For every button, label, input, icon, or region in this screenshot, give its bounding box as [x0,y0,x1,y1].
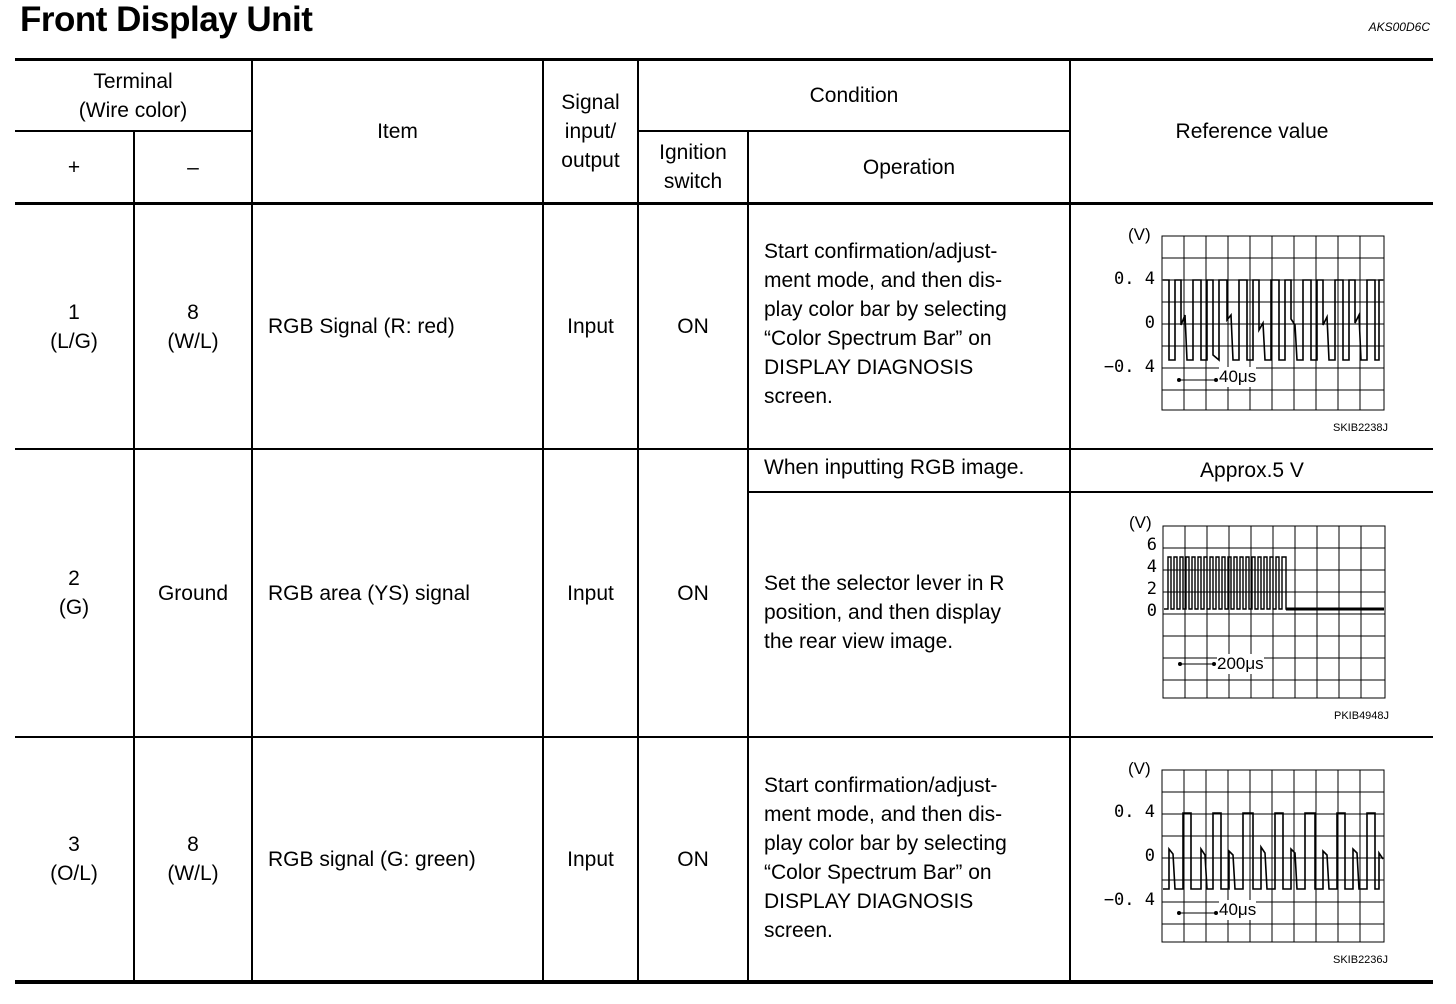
row2-item: RGB area (YS) signal [268,581,470,605]
col-rule-operation [747,130,749,980]
row2-ylabel-0: 0 [1146,601,1157,621]
row1-ylabel-zero: 0 [1144,313,1155,333]
row2-waveform [1162,525,1386,701]
row2-plus: 2 (G) [58,567,90,619]
header-plus: + [67,155,81,179]
row3-figure-id: SKIB2236J [1333,954,1389,966]
row1-unit-label: (V) [1128,225,1151,244]
row3-ylabel-neg: −0. 4 [1103,890,1155,910]
row3-unit-label: (V) [1128,759,1151,778]
row2-minus: Ground [157,581,229,605]
row1-io: Input [567,315,614,338]
page-title: Front Display Unit [20,0,313,39]
header-ignition: Ignition switch [659,141,727,193]
row1-operation: Start confirmation/adjust- ment mode, and then dis- play color bar by selecting “Color Spectrum Bar” on DISPLAY DIAGNOSIS screen. [764,240,1007,408]
row2-io: Input [567,581,614,605]
row2-ignition: ON [677,581,709,605]
row3-operation: Start confirmation/adjust- ment mode, and then dis- play color bar by selecting “Color Spectrum Bar” on DISPLAY DIAGNOSIS screen. [764,774,1007,942]
row3-time-label: 40μs [1219,900,1257,919]
header-item: Item [377,120,418,143]
row2-unit-label: (V) [1129,513,1152,532]
header-terminal: Terminal (Wire color) [78,69,188,122]
table-bottom-rule [15,980,1433,984]
row1-ylabel-neg: −0. 4 [1103,357,1155,377]
row3-plus: 3 (O/L) [50,833,98,885]
header-minus: – [187,155,199,179]
row1-scope-figure [1071,205,1433,448]
row1-waveform [1161,235,1385,413]
row3-scope-figure [1071,738,1433,980]
header-condition: Condition [809,84,899,107]
row3-io: Input [567,847,614,871]
row1-figure-id: SKIB2238J [1333,422,1389,434]
row1-item: RGB Signal (R: red) [268,315,455,338]
page-code: AKS00D6C [1368,20,1430,34]
row3-item: RGB signal (G: green) [268,847,476,871]
row3-ylabel-pos: 0. 4 [1114,802,1155,822]
row2-figure-id: PKIB4948J [1334,710,1390,722]
header-signal: Signal input/ output [561,91,620,172]
row2-ylabel-4: 4 [1146,557,1157,577]
row1-ylabel-pos: 0. 4 [1114,269,1155,289]
row2-time-label: 200μs [1217,654,1264,673]
row3-waveform [1161,769,1385,945]
row2-operation-2: Set the selector lever in R position, and then display the rear view image. [764,572,1005,653]
row2-ylabel-6: 6 [1146,535,1157,555]
row3-ylabel-zero: 0 [1144,846,1155,866]
row3-ignition: ON [677,847,709,871]
row2-ylabel-2: 2 [1146,579,1157,599]
row2-reference-1: Approx.5 V [1200,459,1304,482]
header-reference: Reference value [1175,120,1329,143]
row1-plus: 1 (L/G) [50,300,98,353]
row2-operation-1: When inputting RGB image. [764,456,1025,479]
row3-minus: 8 (W/L) [167,833,219,885]
row2-scope-figure [1071,493,1433,736]
row1-ignition: ON [677,315,709,338]
row1-minus: 8 (W/L) [167,300,219,353]
header-operation: Operation [862,155,956,179]
row1-time-label: 40μs [1219,367,1257,386]
